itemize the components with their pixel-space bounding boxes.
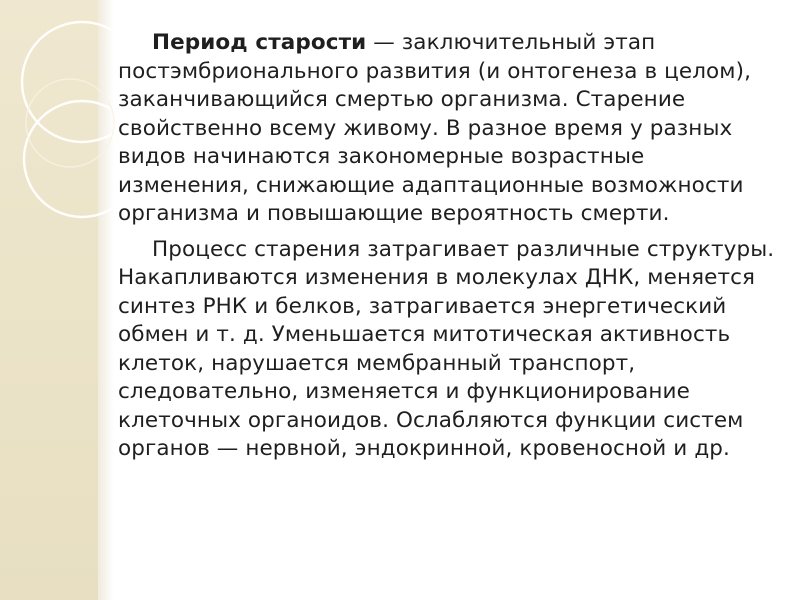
paragraph-aging-process-text: Процесс старения затрагивает различные структуры. Накапливаются изменения в молекулах ДНК, меняется синтез РНК и белков, затрагивается энергетический обмен и т. д. Уменьшается митотическая активность клеток, нарушается мембранный транспорт, следовательно, изменяется и функционирование клеточных органоидов. Ослабляются функции систем органов — нервной, эндокринной, кровеносной и др. [118, 236, 775, 461]
paragraph-old-age-definition: — заключительный этап постэмбрионального развития (и онтогенеза в целом), заканчивающийся смертью организма. Старение свойственно всему живому. В разное время у разных видов начинаются закономерные возрастные изменения, снижающие адаптационные возможности организма и повышающие вероятность смерти. [118, 30, 752, 226]
paragraph-old-age-period [118, 29, 778, 229]
term-old-age-period: Период старости [152, 30, 367, 55]
decorative-side-panel [0, 0, 98, 600]
slide-text-block [118, 29, 778, 471]
paragraph-aging-process [118, 236, 778, 464]
